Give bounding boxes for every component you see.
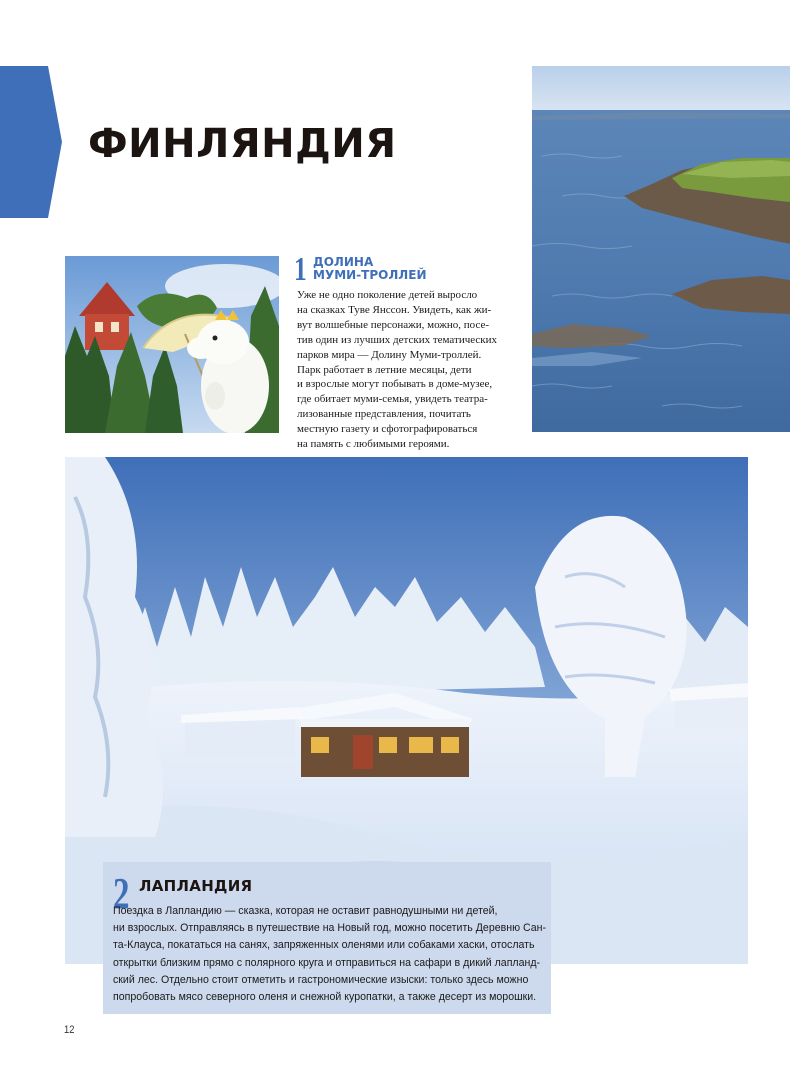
section-2-heading: ЛАПЛАНДИЯ bbox=[139, 877, 253, 895]
section-2-number: 2 bbox=[113, 869, 130, 918]
moomin-character-photo bbox=[65, 256, 279, 433]
page-title: ФИНЛЯНДИЯ bbox=[88, 121, 397, 167]
section-1-body: Уже не одно поколение детей выросло на сказках Туве Янссон. Увидеть, как жи- вут волшебные персонажи, можно, посе- тив один из лучших детских тематических парков мира — Долину Муми-троллей. Парк работает в летние месяцы, дети и взрослые могут побывать в доме-музее, где обитает муми-семья, увидеть театра- лизованные представления, почитать местную газету и сфотографироваться на память с любимыми героями. bbox=[297, 289, 498, 451]
section-2-body: Поездка в Лапландию — сказка, которая не оставит равнодушными ни детей, ни взрослых. Отправляясь в путешествие на Новый год, можно посетить Деревню Сан- та-Клауса, покататься на санях, запряженных оленями или собаками хаски, отослать открытки близким прямо с полярного круга и отправиться на сафари в дикий лапланд- ский лес. Отдельно стоит отметить и гастрономические изыски: только здесь можно попробовать мясо северного оленя и снежной куропатки, а также десерт из морошки. bbox=[113, 905, 547, 1004]
sea-coast-photo bbox=[532, 66, 790, 432]
section-1-heading-line1: ДОЛИНА bbox=[313, 255, 374, 269]
section-1-heading-line2: МУМИ-ТРОЛЛЕЙ bbox=[313, 268, 427, 282]
page-number: 12 bbox=[64, 1024, 75, 1036]
section-1-heading bbox=[313, 256, 513, 282]
section-1-number: 1 bbox=[294, 251, 307, 288]
chapter-tab bbox=[0, 66, 62, 218]
